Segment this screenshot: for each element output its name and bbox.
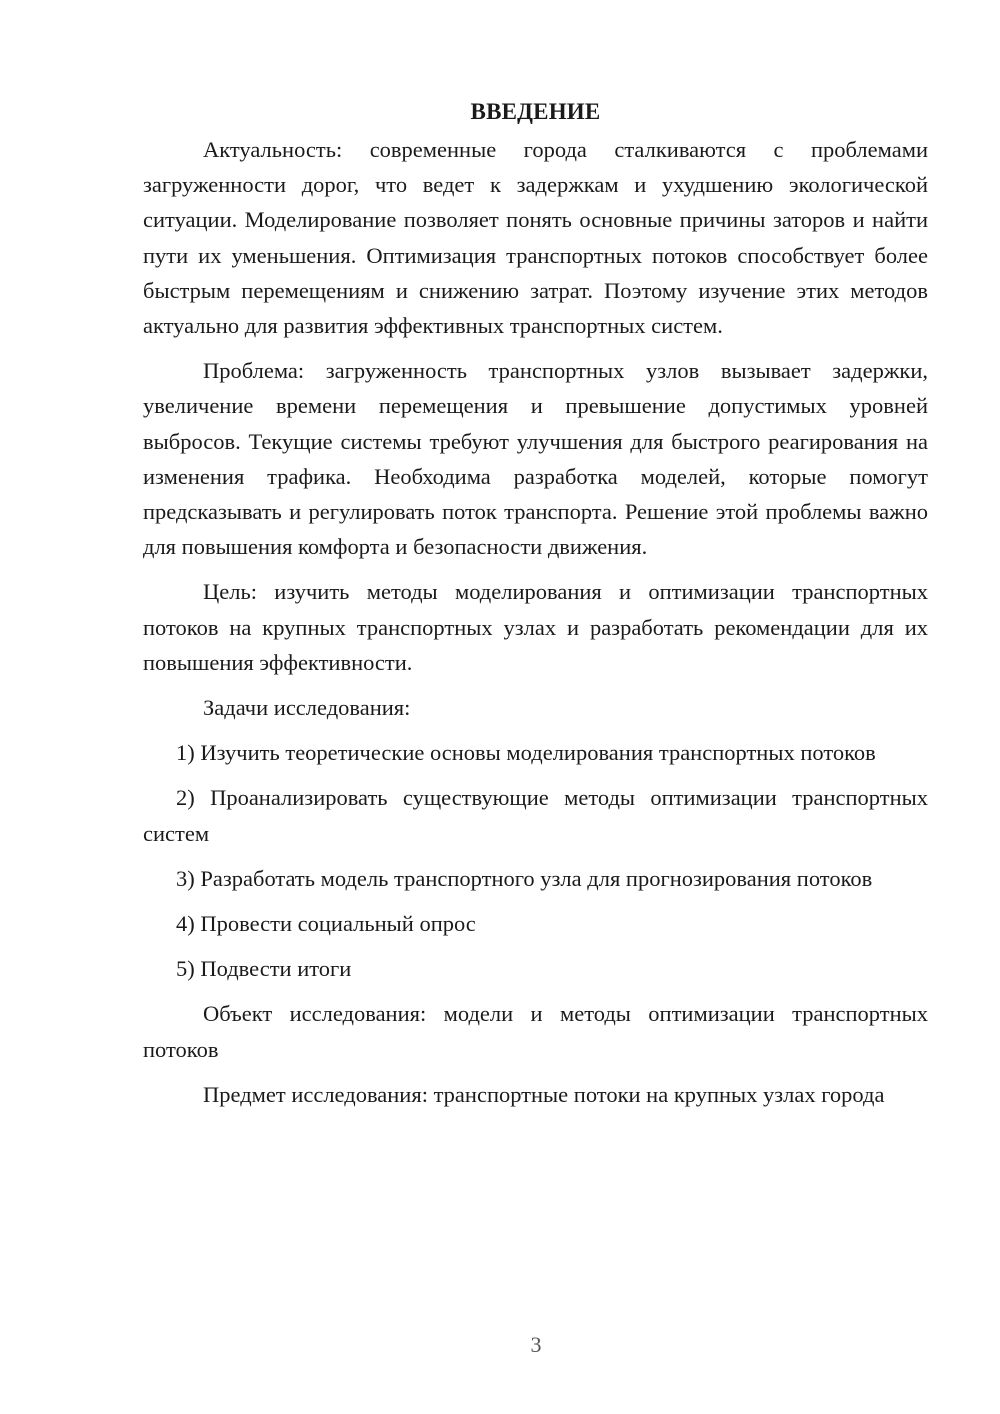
- subject-paragraph: Предмет исследования: транспортные потоки на крупных узлах города: [203, 1081, 885, 1107]
- relevance-paragraph: Актуальность: современные города сталкиваются с проблемами загруженности дорог, что ведет к задержкам и ухудшению экологической ситуации. Моделирование позволяет понять основные причины заторов и найти пути их уменьшения. Оптимизация транспортных потоков способствует более быстрым перемещениям и снижению затрат. Поэтому изучение этих методов актуально для развития эффективных транспортных систем.: [143, 137, 928, 339]
- page-content: [143, 96, 928, 1122]
- task-item-3: 3) Разработать модель транспортного узла для прогнозирования потоков: [176, 865, 873, 891]
- task-item-1: 1) Изучить теоретические основы моделирования транспортных потоков: [176, 740, 876, 766]
- problem-paragraph: Проблема: загруженность транспортных узлов вызывает задержки, увеличение времени перемещения и превышение допустимых уровней выбросов. Текущие системы требуют улучшения для быстрого реагирования на изменения трафика. Необходима разработка моделей, которые помогут предсказывать и регулировать поток транспорта. Решение этой проблемы важно для повышения комфорта и безопасности движения.: [143, 358, 928, 560]
- task-item-2: 2) Проанализировать существующие методы оптимизации транспортных систем: [143, 785, 928, 846]
- tasks-heading: Задачи исследования:: [203, 695, 411, 721]
- task-item-5: 5) Подвести итоги: [176, 956, 352, 982]
- goal-paragraph: Цель: изучить методы моделирования и оптимизации транспортных потоков на крупных транспортных узлах и разработать рекомендации для их повышения эффективности.: [143, 579, 928, 675]
- task-item-4: 4) Провести социальный опрос: [176, 911, 476, 937]
- section-title: ВВЕДЕНИЕ: [470, 99, 601, 124]
- page-number: 3: [530, 1332, 542, 1357]
- object-paragraph: Объект исследования: модели и методы оптимизации транспортных потоков: [143, 1001, 928, 1062]
